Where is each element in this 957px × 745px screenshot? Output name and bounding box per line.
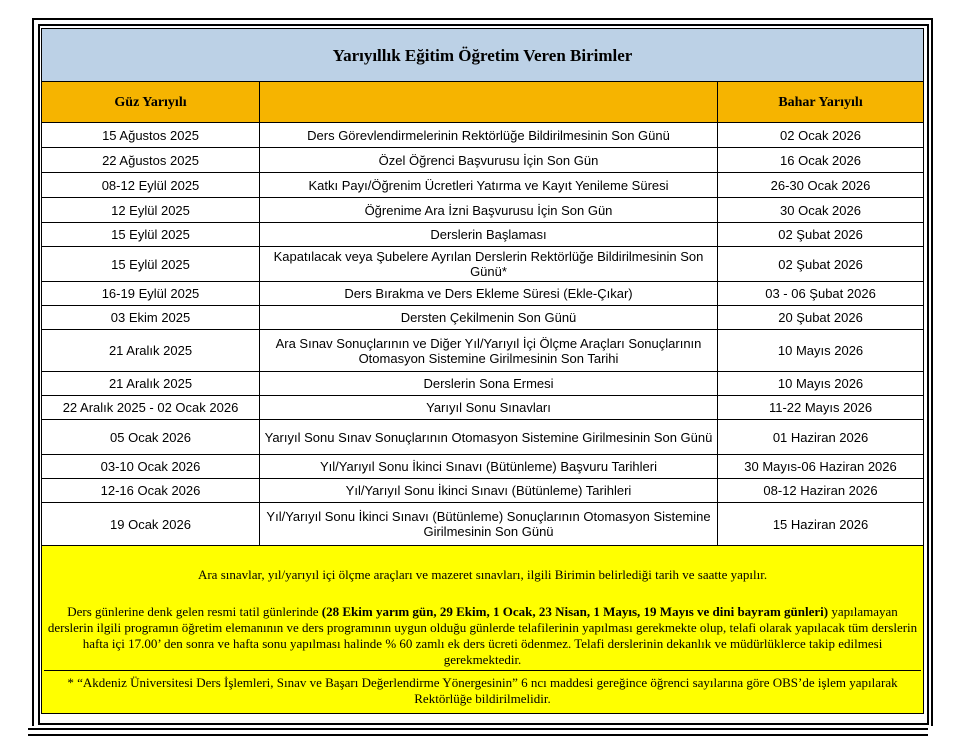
spring-date-cell: 30 Ocak 2026 [718, 198, 924, 223]
description-cell: Ders Görevlendirmelerinin Rektörlüğe Bildirilmesinin Son Günü [260, 123, 718, 148]
header-row [42, 82, 924, 123]
note-holidays-rest: yapılamayan derslerin ilgili programın öğretim elemanının ve ders programının uygun olduğu günlerde telafilerinin yapılması gerekmekte olup, telafi olarak yapılacak tüm derslerin hafta içi 17.00’ den sonra ve hafta sonu yapılması halinde % 60 zamlı ek ders ücreti ödenmez. Telafi derslerinin dekanlık ve müdürlüklerce takip edilmesi gerekmektedir. [47, 604, 918, 667]
spring-date-cell: 11-22 Mayıs 2026 [718, 396, 924, 420]
note-holidays-lead: Ders günlerine denk gelen resmi tatil günlerinde [67, 604, 322, 619]
spring-date-cell: 03 - 06 Şubat 2026 [718, 282, 924, 306]
fall-date-cell: 19 Ocak 2026 [42, 503, 260, 546]
note-holidays-dates: (28 Ekim yarım gün, 29 Ekim, 1 Ocak, 23 Nisan, 1 Mayıs, 19 Mayıs ve dini bayram günleri) [321, 604, 829, 619]
table-row [42, 173, 924, 198]
spring-date-cell: 30 Mayıs-06 Haziran 2026 [718, 455, 924, 479]
spring-date-cell: 15 Haziran 2026 [718, 503, 924, 546]
table-row [42, 306, 924, 330]
table-row [42, 282, 924, 306]
table-row [42, 396, 924, 420]
fall-date-cell: 16-19 Eylül 2025 [42, 282, 260, 306]
table-row [42, 223, 924, 247]
description-cell: Yıl/Yarıyıl Sonu İkinci Sınavı (Bütünleme) Sonuçlarının Otomasyon Sistemine Girilmesinin Son Günü [260, 503, 718, 546]
description-cell: Yarıyıl Sonu Sınavları [260, 396, 718, 420]
header-spring-semester: Bahar Yarıyılı [718, 82, 924, 123]
description-cell: Derslerin Başlaması [260, 223, 718, 247]
description-cell: Yıl/Yarıyıl Sonu İkinci Sınavı (Bütünleme) Başvuru Tarihleri [260, 455, 718, 479]
header-fall-semester: Güz Yarıyılı [42, 82, 260, 123]
description-cell: Ara Sınav Sonuçlarının ve Diğer Yıl/Yarıyıl İçi Ölçme Araçları Sonuçlarının Otomasyon Sistemine Girilmesinin Son Tarihi [260, 330, 718, 372]
description-cell: Katkı Payı/Öğrenim Ücretleri Yatırma ve Kayıt Yenileme Süresi [260, 173, 718, 198]
spring-date-cell: 02 Şubat 2026 [718, 223, 924, 247]
spring-date-cell: 02 Şubat 2026 [718, 247, 924, 282]
fall-date-cell: 12-16 Ocak 2026 [42, 479, 260, 503]
table-row [42, 247, 924, 282]
description-cell: Derslerin Sona Ermesi [260, 372, 718, 396]
table-row [42, 148, 924, 173]
table-row [42, 372, 924, 396]
table-row [42, 198, 924, 223]
description-cell: Yıl/Yarıyıl Sonu İkinci Sınavı (Bütünleme) Tarihleri [260, 479, 718, 503]
note-exams: Ara sınavlar, yıl/yarıyıl içi ölçme araçları ve mazeret sınavları, ilgili Birimin belirlediği tarih ve saatte yapılır. [197, 567, 768, 582]
spring-date-cell: 10 Mayıs 2026 [718, 330, 924, 372]
spring-date-cell: 16 Ocak 2026 [718, 148, 924, 173]
notes-row [42, 546, 924, 714]
spring-date-cell: 02 Ocak 2026 [718, 123, 924, 148]
spring-date-cell: 10 Mayıs 2026 [718, 372, 924, 396]
bottom-rule-1 [28, 728, 928, 730]
table-row [42, 420, 924, 455]
fall-date-cell: 15 Eylül 2025 [42, 223, 260, 247]
table-row [42, 123, 924, 148]
bottom-rule-2 [28, 734, 928, 736]
spring-date-cell: 01 Haziran 2026 [718, 420, 924, 455]
fall-date-cell: 15 Ağustos 2025 [42, 123, 260, 148]
fall-date-cell: 12 Eylül 2025 [42, 198, 260, 223]
table-row [42, 330, 924, 372]
note-regulation: * “Akdeniz Üniversitesi Ders İşlemleri, Sınav ve Başarı Değerlendirme Yönergesinin” 6 ncı maddesi gereğince öğrenci sayılarına göre OBS’de işlem yapılarak Rektörlüğe bildirilmelidir. [44, 670, 921, 713]
fall-date-cell: 21 Aralık 2025 [42, 372, 260, 396]
table-row [42, 455, 924, 479]
fall-date-cell: 05 Ocak 2026 [42, 420, 260, 455]
table-row [42, 503, 924, 546]
fall-date-cell: 22 Ağustos 2025 [42, 148, 260, 173]
spring-date-cell: 26-30 Ocak 2026 [718, 173, 924, 198]
note-holidays [44, 604, 921, 670]
academic-calendar-table [41, 28, 924, 714]
description-cell: Özel Öğrenci Başvurusu İçin Son Gün [260, 148, 718, 173]
header-description [260, 82, 718, 123]
notes-cell [42, 546, 924, 714]
description-cell: Öğrenime Ara İzni Başvurusu İçin Son Gün [260, 198, 718, 223]
description-cell: Kapatılacak veya Şubelere Ayrılan Derslerin Rektörlüğe Bildirilmesinin Son Günü* [260, 247, 718, 282]
spring-date-cell: 20 Şubat 2026 [718, 306, 924, 330]
fall-date-cell: 08-12 Eylül 2025 [42, 173, 260, 198]
fall-date-cell: 22 Aralık 2025 - 02 Ocak 2026 [42, 396, 260, 420]
description-cell: Ders Bırakma ve Ders Ekleme Süresi (Ekle-Çıkar) [260, 282, 718, 306]
table-row [42, 479, 924, 503]
title-row [42, 29, 924, 82]
fall-date-cell: 03 Ekim 2025 [42, 306, 260, 330]
description-cell: Dersten Çekilmenin Son Günü [260, 306, 718, 330]
fall-date-cell: 15 Eylül 2025 [42, 247, 260, 282]
fall-date-cell: 21 Aralık 2025 [42, 330, 260, 372]
description-cell: Yarıyıl Sonu Sınav Sonuçlarının Otomasyon Sistemine Girilmesinin Son Günü [260, 420, 718, 455]
table-title: Yarıyıllık Eğitim Öğretim Veren Birimler [42, 29, 924, 82]
spring-date-cell: 08-12 Haziran 2026 [718, 479, 924, 503]
fall-date-cell: 03-10 Ocak 2026 [42, 455, 260, 479]
